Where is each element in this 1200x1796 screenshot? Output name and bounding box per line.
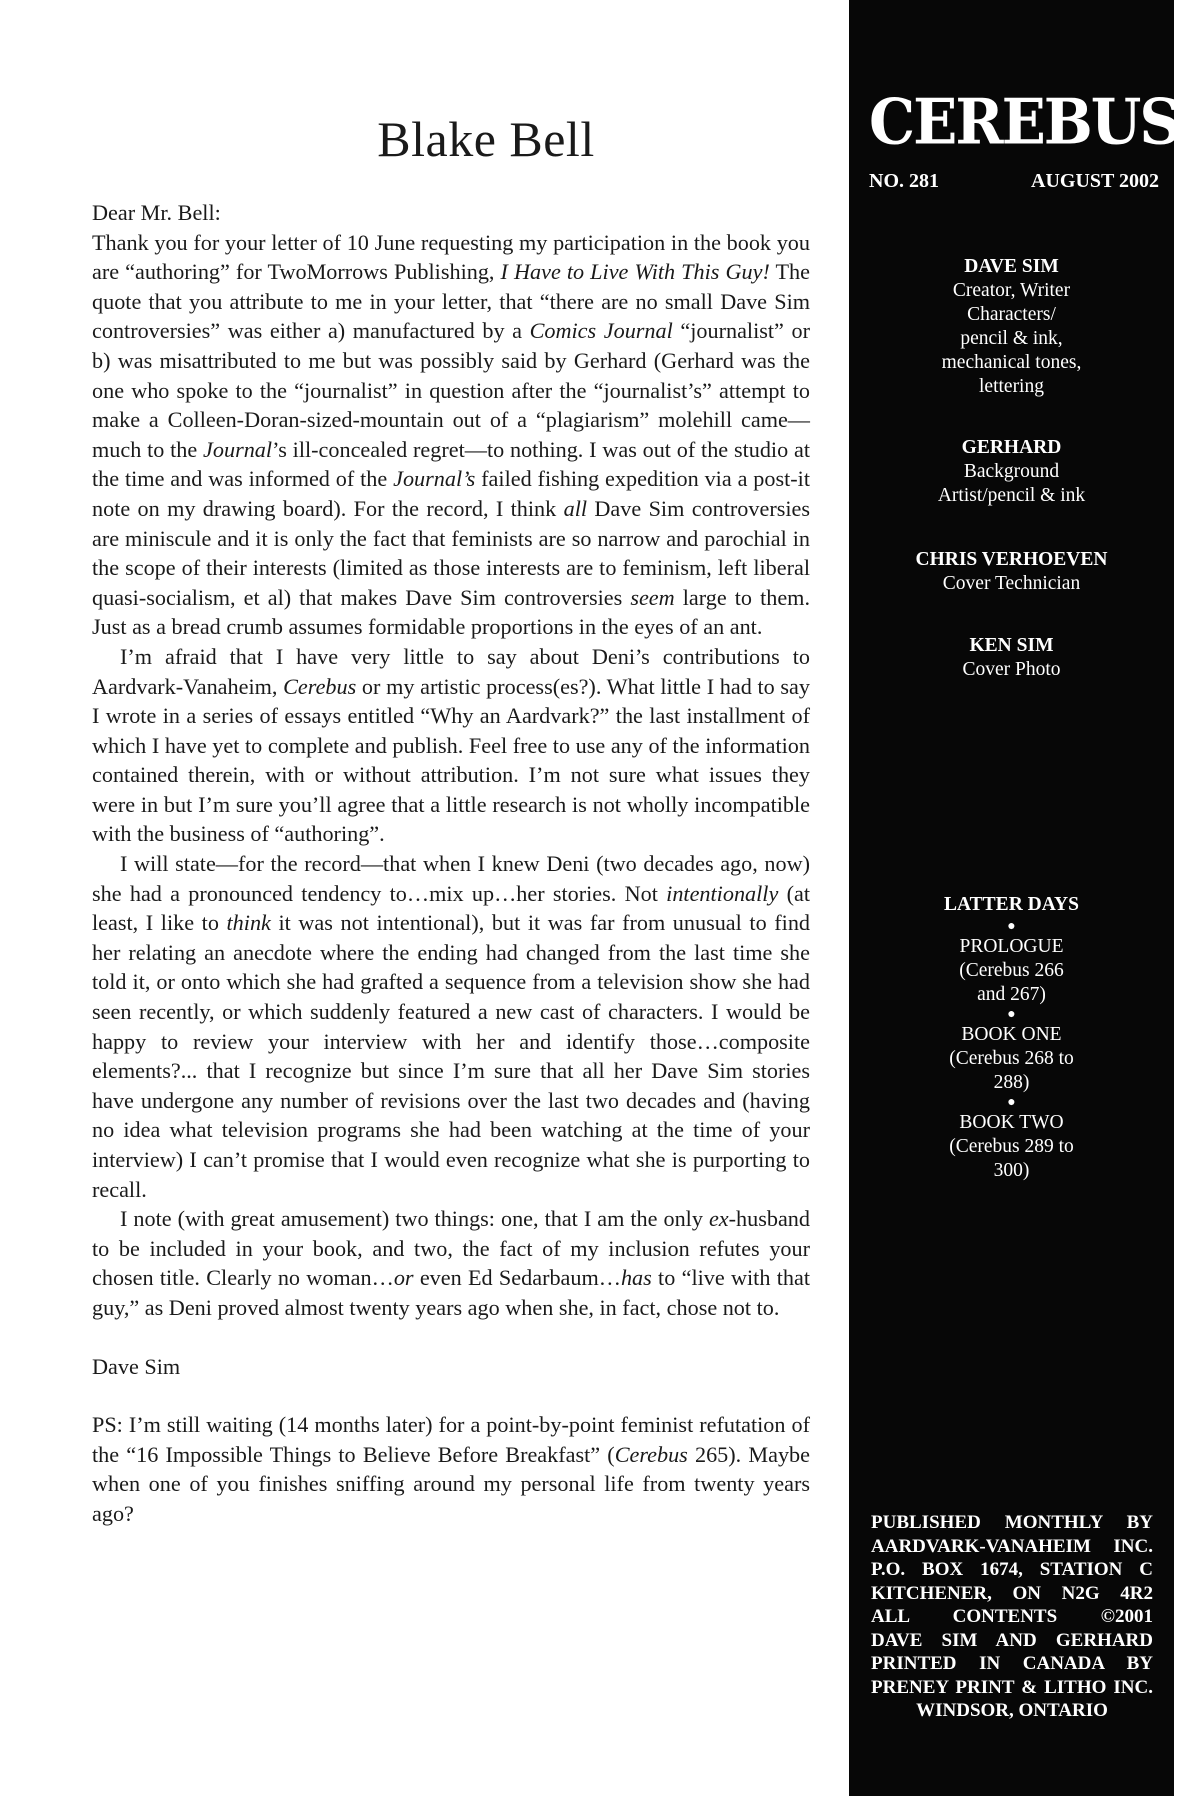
bullet-dot: ●	[1007, 1095, 1016, 1110]
arc-title: LATTER DAYS	[944, 894, 1079, 915]
postscript	[92, 1410, 810, 1528]
emphasis: has	[620, 1265, 652, 1291]
text-run: (at least, I like to	[92, 880, 810, 936]
text-run: it was not intentional), but it was far from unusual to find her relating an anecdote where the ending had changed from the last time she told it, or onto which she had grafted a sequence from a television show she had seen recently, or which suddenly featured a new cast of characters. I would be happy to review your interview with her and identify those…composite elements?... that I recognize but since I’m sure that all her Dave Sim stories have undergone any number of revisions over the last two decades and (having no idea what television programs she had been watching at the time of your interview) I can’t promise that I would even recognize what she is purporting to recall.	[92, 910, 811, 1202]
text-run: I’m afraid that I have very little to say about Deni’s contributions to Aardvark-Vanaheim,	[92, 643, 810, 699]
text-run: even Ed Sedarbaum…	[413, 1265, 621, 1291]
paragraph-1	[92, 228, 810, 642]
credit-role: Background Artist/pencil & ink	[937, 461, 1086, 506]
text-run: or my artistic process(es?). What little I had to say I wrote in a series of essays entitled “Why an Aardvark?” the last installment of which I have yet to complete and publish. Feel free to use any of the information contained therein, with or without attribution. I’m not sure what issues they were in but I’m sure you’ll agree that a little research is not wholly incompatible with the business of “authoring”.	[92, 673, 810, 847]
credit-name: GERHARD	[961, 437, 1062, 458]
text-run: PS: I’m still waiting (14 months later) for a point-by-point feminist refutation of the “16 Impossible Things to Believe Before Breakfast” (	[92, 1412, 810, 1467]
emphasis: all	[563, 495, 588, 521]
publisher-line: PRENEY PRINT & LITHO INC.	[871, 1676, 1153, 1698]
paragraph-3	[92, 849, 810, 1204]
bullet-dot: ●	[1007, 919, 1016, 934]
credit-gerhard	[849, 436, 1174, 508]
comic-title: Cerebus	[283, 673, 357, 699]
credit-dave-sim	[849, 255, 1174, 399]
publisher-info	[871, 1511, 1153, 1723]
signature: Dave Sim	[92, 1353, 181, 1379]
issue-number: NO. 281	[869, 170, 939, 192]
text-run: I note (with great amusement) two things: one, that I am the only	[120, 1206, 709, 1232]
text-run: to “live with that guy,” as Deni proved almost twenty years ago when she, in fact, chose not to.	[92, 1265, 811, 1320]
arc-part: BOOK TWO (Cerebus 289 to 300)	[949, 1112, 1074, 1181]
letter-column	[92, 110, 810, 1529]
credit-chris-verhoeven	[849, 548, 1174, 596]
issue-date: AUGUST 2002	[1031, 170, 1159, 192]
emphasis: seem	[630, 584, 675, 610]
emphasis: intentionally	[666, 880, 779, 906]
text-run: “journalist” or b) was misattributed to me but was possibly said by Gerhard (Gerhard was the one who spoke to the “journalist” in question after the “journalist’s” attempt to make a Colleen-Doran-sized-mountain out of a “plagiarism” molehill came—much to the	[92, 318, 810, 462]
bullet-dot: ●	[1007, 1007, 1016, 1022]
story-arc	[849, 893, 1174, 1185]
comic-title: Cerebus	[614, 1441, 688, 1467]
publisher-line: KITCHENER, ON N2G 4R2	[871, 1582, 1153, 1604]
magazine-title: Journal’s	[393, 466, 476, 492]
publisher-line: WINDSOR, ONTARIO	[916, 1700, 1108, 1721]
publisher-line: PUBLISHED MONTHLY BY	[871, 1512, 1153, 1533]
masthead-sidebar	[849, 0, 1180, 1796]
arc-part: PROLOGUE (Cerebus 266 and 267)	[959, 936, 1064, 1005]
text-run: -husband to be included in your book, and two, the fact of my inclusion refutes your chosen title. Clearly no woman…	[92, 1206, 810, 1291]
publisher-line: ALL CONTENTS ©2001	[871, 1606, 1153, 1627]
publisher-line: DAVE SIM AND GERHARD	[871, 1629, 1153, 1651]
text-run: I will state—for the record—that when I knew Deni (two decades ago, now) she had a pronounced tendency to…mix up…her stories. Not	[92, 851, 810, 906]
cerebus-logo: CEREBUS	[869, 85, 1180, 159]
magazine-title: Comics Journal	[529, 318, 673, 344]
text-run: failed fishing expedition via a post-it note on my drawing board). For the record, I think	[92, 466, 810, 521]
emphasis: think	[226, 910, 271, 936]
page-title: Blake Bell	[377, 111, 595, 167]
credit-role: Creator, Writer Characters/ pencil & ink, mechanical tones, lettering	[941, 280, 1082, 397]
magazine-title: Journal	[203, 436, 273, 462]
paragraph-4	[92, 1204, 810, 1322]
credit-name: CHRIS VERHOEVEN	[915, 549, 1108, 570]
arc-part: BOOK ONE (Cerebus 268 to 288)	[949, 1024, 1074, 1093]
text-run: 265). Maybe when one of you finishes sniffing around my personal life from twenty years ago?	[92, 1441, 810, 1526]
emphasis: ex	[708, 1206, 729, 1232]
text-run: ’s ill-concealed regret—to nothing. I was out of the studio at the time and was informed of the	[92, 436, 810, 492]
credit-role: Cover Technician	[942, 573, 1081, 594]
paragraph-2	[92, 642, 810, 849]
publisher-line: AARDVARK-VANAHEIM INC.	[871, 1535, 1153, 1557]
credit-role: Cover Photo	[962, 659, 1061, 680]
text-run: Thank you for your letter of 10 June requesting my participation in the book you are “authoring” for TwoMorrows Publishing,	[92, 229, 810, 285]
credit-ken-sim	[849, 634, 1174, 682]
book-title: I Have to Live With This Guy!	[500, 259, 770, 285]
issue-line	[869, 170, 1159, 193]
publisher-line: P.O. BOX 1674, STATION C	[871, 1559, 1153, 1580]
emphasis: or	[393, 1265, 414, 1291]
salutation: Dear Mr. Bell:	[92, 200, 221, 225]
text-run: Dave Sim controversies are miniscule and it is only the fact that feminists are so narrow and parochial in the scope of their interests (limited as those interests are to feminism, left liberal quasi-socialism, et al) that makes Dave Sim controversies	[92, 495, 810, 610]
credit-name: DAVE SIM	[964, 256, 1059, 277]
text-run: The quote that you attribute to me in your letter, that “there are no small Dave Sim controversies” was either a) manufactured by a	[92, 259, 810, 344]
credit-name: KEN SIM	[969, 635, 1054, 656]
text-run: large to them. Just as a bread crumb assumes formidable proportions in the eyes of an ant.	[92, 584, 810, 640]
publisher-line: PRINTED IN CANADA BY	[871, 1653, 1153, 1674]
